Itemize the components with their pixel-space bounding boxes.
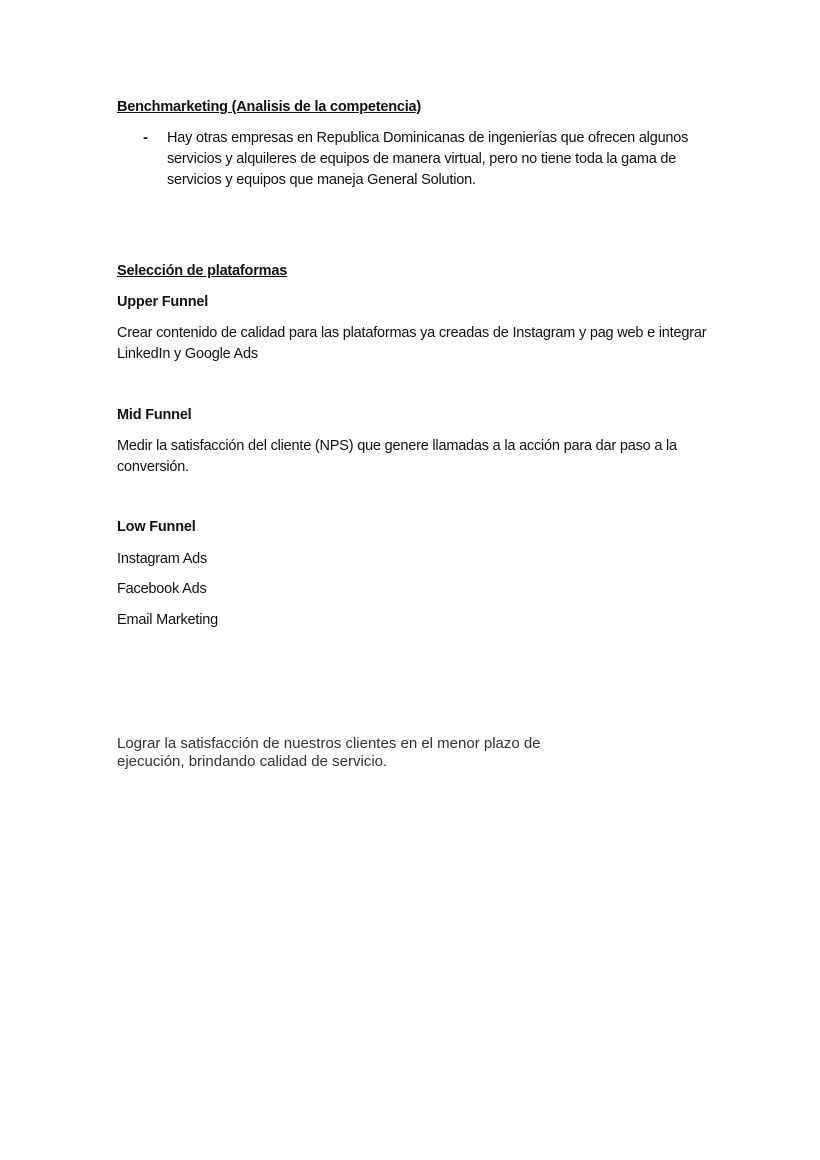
platforms-heading: Selección de plataformas bbox=[117, 263, 288, 279]
mid-funnel-title: Mid Funnel bbox=[117, 407, 192, 423]
low-funnel-item: Facebook Ads bbox=[117, 581, 207, 597]
low-funnel-title: Low Funnel bbox=[117, 519, 196, 535]
mid-funnel-text-line: Medir la satisfacción del cliente (NPS) que genere llamadas a la acción para dar paso a la bbox=[117, 438, 677, 454]
upper-funnel-text-line: Crear contenido de calidad para las plataformas ya creadas de Instagram y pag web e integrar bbox=[117, 325, 707, 341]
upper-funnel-text-line: LinkedIn y Google Ads bbox=[117, 346, 258, 362]
low-funnel-item: Instagram Ads bbox=[117, 551, 208, 567]
mid-funnel-text-line: conversión. bbox=[117, 459, 189, 475]
goal-text-line: Lograr la satisfacción de nuestros clientes en el menor plazo de bbox=[117, 735, 541, 752]
benchmarking-text-line: servicios y equipos que maneja General Solution. bbox=[167, 172, 476, 188]
benchmarking-text-line: servicios y alquileres de equipos de manera virtual, pero no tiene toda la gama de bbox=[167, 151, 677, 167]
low-funnel-item: Email Marketing bbox=[117, 612, 218, 628]
upper-funnel-title: Upper Funnel bbox=[117, 294, 209, 310]
bullet-marker: - bbox=[143, 130, 148, 146]
goal-text-line: ejecución, brindando calidad de servicio. bbox=[117, 753, 388, 770]
benchmarking-heading: Benchmarketing (Analisis de la competencia) bbox=[117, 99, 422, 115]
benchmarking-text-line: Hay otras empresas en Republica Dominicanas de ingenierías que ofrecen algunos bbox=[167, 130, 689, 146]
